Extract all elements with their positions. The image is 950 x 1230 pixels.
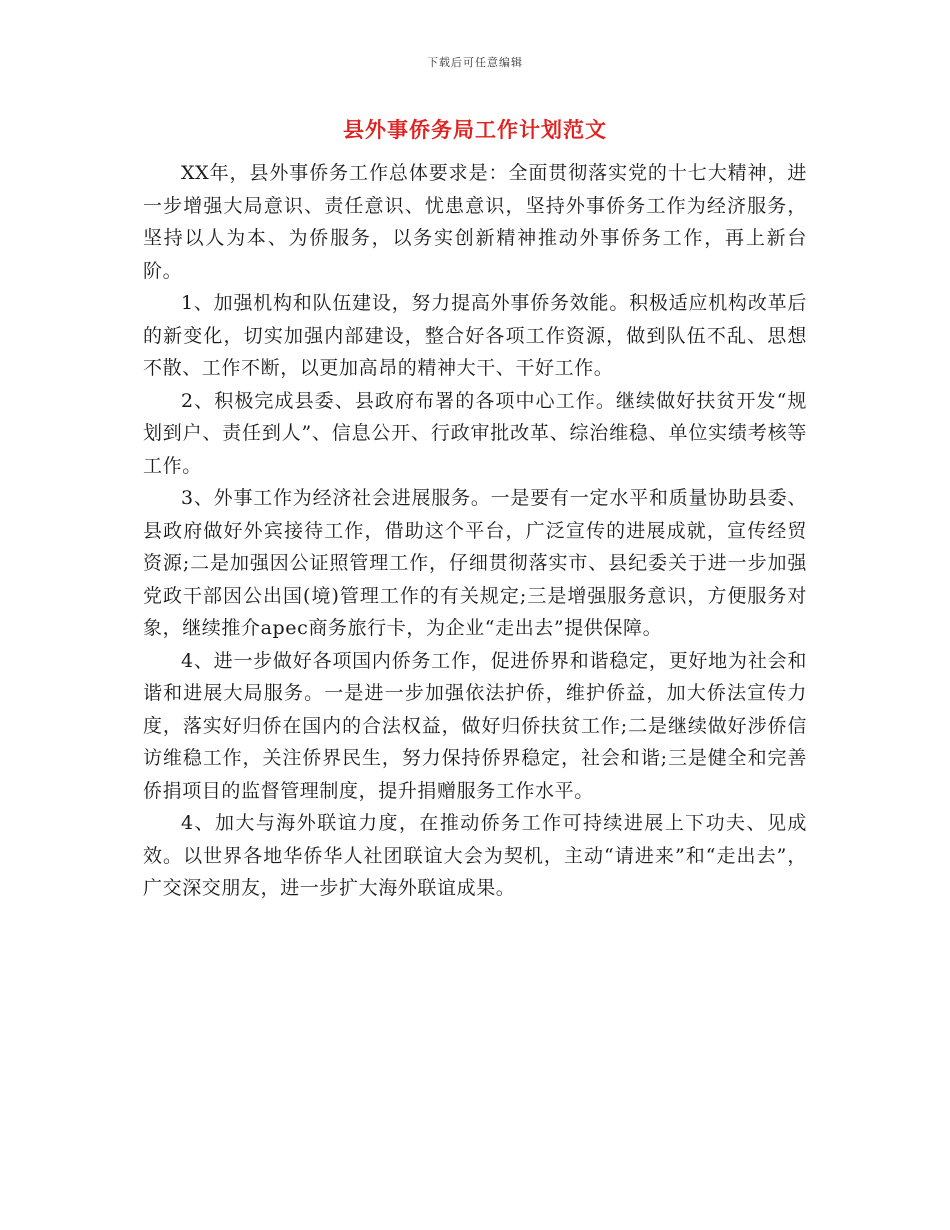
paragraph-intro: XX年，县外事侨务工作总体要求是：全面贯彻落实党的十七大精神，进一步增强大局意识、责任意识、忧患意识，坚持外事侨务工作为经济服务，坚持以人为本、为侨服务，以务实创新精神推动外事侨务工作，再上新台阶。 xyxy=(143,162,807,282)
paragraph-item-1: 1、加强机构和队伍建设，努力提高外事侨务效能。积极适应机构改革后的新变化，切实加强内部建设，整合好各项工作资源，做到队伍不乱、思想不散、工作不断，以更加高昂的精神大干、干好工作。 xyxy=(143,292,807,379)
paragraph-item-5: 4、加大与海外联谊力度，在推动侨务工作可持续进展上下功夫、见成效。以世界各地华侨华人社团联谊大会为契机，主动“请进来”和“走出去”，广交深交朋友，进一步扩大海外联谊成果。 xyxy=(143,812,807,899)
paragraph-item-2: 2、积极完成县委、县政府布署的各项中心工作。继续做好扶贫开发“规划到户、责任到人”、信息公开、行政审批改革、综治维稳、单位实绩考核等工作。 xyxy=(143,389,807,477)
header-note: 下载后可任意编辑 xyxy=(427,56,523,69)
document-title: 县外事侨务局工作计划范文 xyxy=(343,117,607,142)
paragraph-item-3: 3、外事工作为经济社会进展服务。一是要有一定水平和质量协助县委、县政府做好外宾接待工作，借助这个平台，广泛宣传的进展成就，宣传经贸资源;二是加强因公证照管理工作，仔细贯彻落实市、县纪委关于进一步加强党政干部因公出国(境)管理工作的有关规定;三是增强服务意识，方便服务对象，继续推介apec商务旅行卡，为企业“走出去”提供保障。 xyxy=(143,487,807,639)
document-body xyxy=(143,157,807,905)
paragraph-item-4: 4、进一步做好各项国内侨务工作，促进侨界和谐稳定，更好地为社会和谐和进展大局服务。一是进一步加强依法护侨，维护侨益，加大侨法宣传力度，落实好归侨在国内的合法权益，做好归侨扶贫工作;二是继续做好涉侨信访维稳工作，关注侨界民生，努力保持侨界稳定，社会和谐;三是健全和完善侨捐项目的监督管理制度，提升捐赠服务工作水平。 xyxy=(143,649,807,802)
